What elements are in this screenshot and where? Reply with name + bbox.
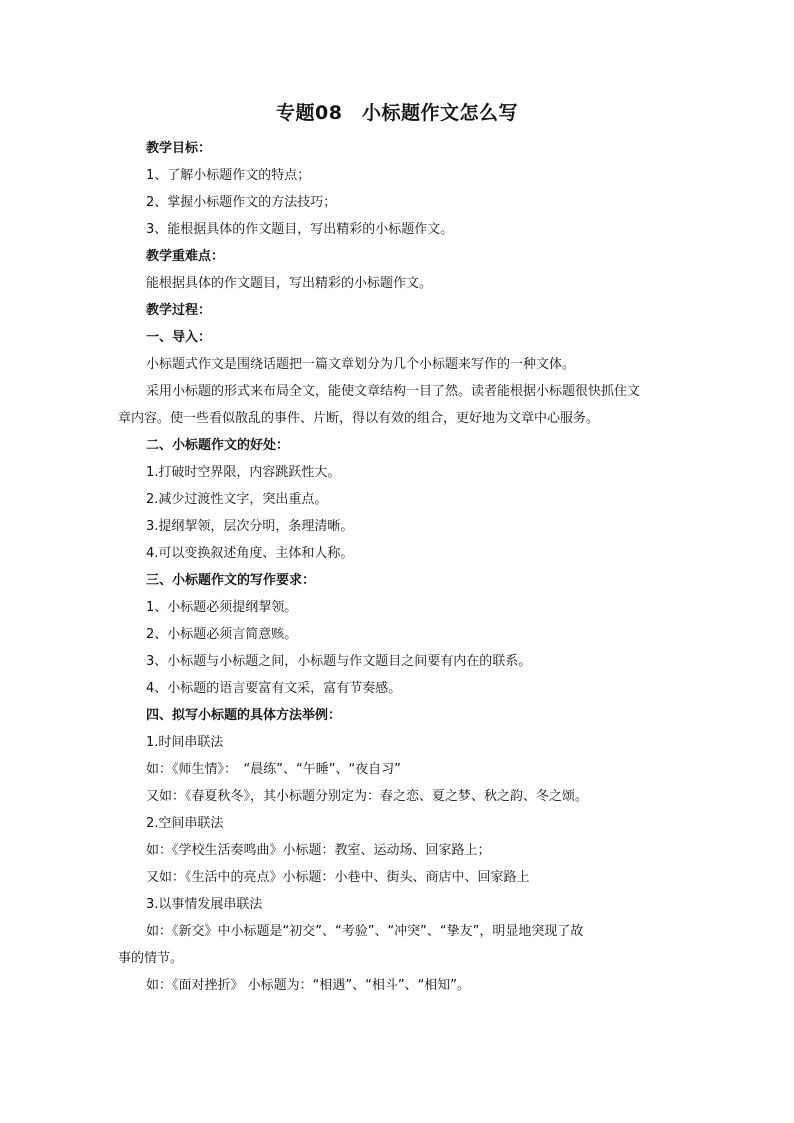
body-text-line: 4、小标题的语言要富有文采，富有节奏感。 bbox=[146, 681, 402, 696]
body-text-line: 3、能根据具体的作文题目，写出精彩的小标题作文。 bbox=[146, 222, 454, 237]
body-text-line: 3、小标题与小标题之间，小标题与作文题目之间要有内在的联系。 bbox=[146, 654, 532, 669]
section-heading: 三、小标题作文的写作要求： bbox=[146, 573, 316, 588]
section-heading: 教学目标： bbox=[146, 141, 212, 156]
body-text-line: 3.提纲挈领，层次分明，条理清晰。 bbox=[146, 519, 354, 534]
body-text-line: 如：《学校生活奏鸣曲》小标题：教室、运动场、回家路上； bbox=[146, 843, 491, 858]
body-text-line: 1、了解小标题作文的特点； bbox=[146, 168, 311, 183]
body-text-line: 如：《面对挫折》 小标题为：“相遇”、“相斗”、“相知”。 bbox=[146, 978, 471, 993]
body-text-line: 章内容。使一些看似散乱的事件、片断，得以有效的组合，更好地为文章中心服务。 bbox=[118, 411, 600, 426]
section-heading: 二、小标题作文的好处： bbox=[146, 438, 290, 453]
body-text-line: 1.打破时空界限，内容跳跃性大。 bbox=[146, 465, 341, 480]
body-text-line: 2.空间串联法 bbox=[146, 816, 224, 831]
body-text-line: 能根据具体的作文题目，写出精彩的小标题作文。 bbox=[146, 276, 433, 291]
section-heading: 四、拟写小标题的具体方法举例： bbox=[146, 708, 342, 723]
body-text-line: 又如：《春夏秋冬》，其小标题分别定为：春之恋、夏之梦、秋之韵、冬之颂。 bbox=[146, 789, 589, 804]
body-text-line: 2.减少过渡性文字，突出重点。 bbox=[146, 492, 328, 507]
page-title: 专题08 小标题作文怎么写 bbox=[276, 102, 518, 124]
body-text-line: 采用小标题的形式来布局全文，能使文章结构一目了然。读者能根据小标题很快抓住文 bbox=[146, 384, 641, 399]
body-text-line: 如：《师生情》： “晨练”、“午睡”、“夜自习” bbox=[146, 762, 401, 777]
document-body bbox=[118, 135, 680, 999]
body-text-line: 如：《新交》中小标题是“初交”、“考验”、“冲突”、“挚友”，明显地突现了故 bbox=[146, 924, 584, 939]
section-heading: 教学过程： bbox=[146, 303, 212, 318]
section-heading: 一、导入： bbox=[146, 330, 212, 345]
body-text-line: 小标题式作文是围绕话题把一篇文章划分为几个小标题来写作的一种文体。 bbox=[146, 357, 576, 372]
body-text-line: 又如：《生活中的亮点》小标题：小巷中、街头、商店中、回家路上 bbox=[146, 870, 530, 885]
body-text-line: 4.可以变换叙述角度、主体和人称。 bbox=[146, 546, 354, 561]
body-text-line: 2、掌握小标题作文的方法技巧； bbox=[146, 195, 337, 210]
body-text-line: 事的情节。 bbox=[118, 951, 184, 966]
body-text-line: 1.时间串联法 bbox=[146, 735, 224, 750]
body-text-line: 2、小标题必须言简意赅。 bbox=[146, 627, 298, 642]
section-heading: 教学重难点： bbox=[146, 249, 225, 264]
body-text-line: 3.以事情发展串联法 bbox=[146, 897, 263, 912]
body-text-line: 1、小标题必须提纲挈领。 bbox=[146, 600, 298, 615]
